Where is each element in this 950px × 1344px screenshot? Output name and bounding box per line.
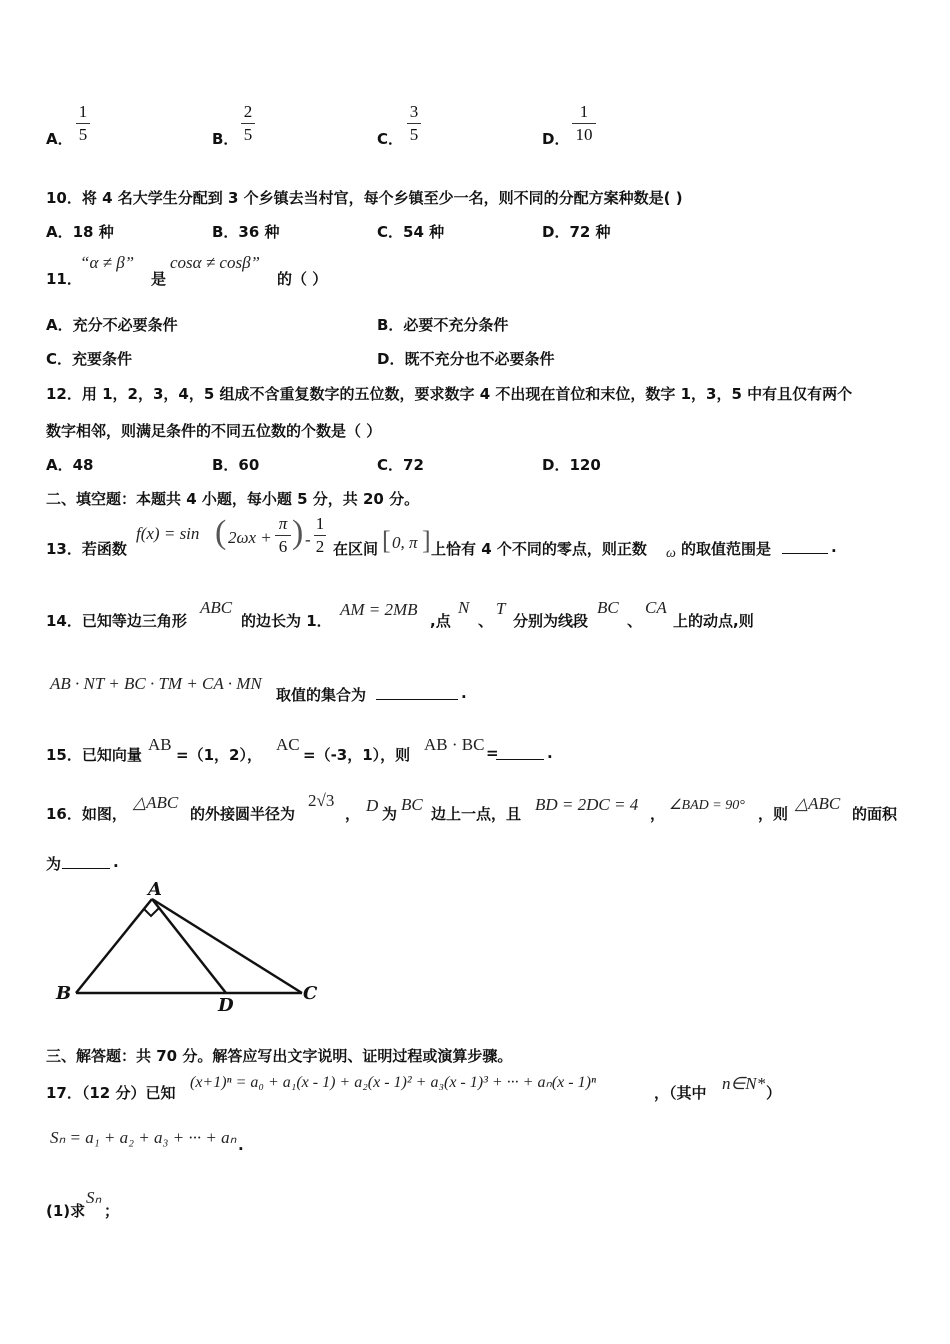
option-label: C． — [377, 130, 404, 148]
fraction-pi-6: π 6 — [275, 514, 291, 557]
q10-option-a: A．18 种 — [46, 223, 114, 241]
label-c: C — [303, 983, 318, 1004]
answer-blank[interactable] — [496, 759, 544, 760]
q10-option-c: C．54 种 — [377, 223, 445, 241]
q11-option-c: C．充要条件 — [46, 350, 133, 368]
q11-option-d: D．既不充分也不必要条件 — [377, 350, 555, 368]
sum-definition: Sₙ = a₁ + a₂ + a₃ + ··· + aₙ — [50, 1128, 237, 1147]
triangle-figure — [50, 880, 330, 1015]
q10-stem: 10．将 4 名大学生分配到 3 个乡镇去当村官，每个乡镇至少一名，则不同的分配方案种数是( ) — [46, 189, 683, 207]
section-fill-in-title: 二、填空题：本题共 4 小题，每小题 5 分，共 20 分。 — [46, 490, 420, 508]
segment-relation: BD = 2DC = 4 — [535, 795, 639, 814]
vector-dot-expression: AB · NT + BC · TM + CA · MN — [50, 674, 262, 693]
q11-option-b: B．必要不充分条件 — [377, 316, 509, 334]
part1-label: (1)求 — [46, 1202, 86, 1220]
function-expression: f(x) = sin — [136, 524, 200, 543]
condition-alpha-beta: “α ≠ β” — [80, 253, 135, 272]
label-b: B — [56, 983, 72, 1004]
q12-stem-line2: 数字相邻，则满足条件的不同五位数的个数是（ ） — [46, 422, 382, 440]
q12-stem-line1: 12．用 1，2，3，4，5 组成不含重复数字的五位数，要求数字 4 不出现在首位和末位，数字 1，3，5 中有且仅有两个 — [46, 385, 853, 403]
section-solution-title: 三、解答题：共 70 分。解答应写出文字说明、证明过程或演算步骤。 — [46, 1047, 513, 1065]
condition-cos: cosα ≠ cosβ” — [170, 253, 260, 272]
q12-option-a: A．48 — [46, 456, 94, 474]
fraction: 1 10 — [572, 102, 596, 145]
binomial-expansion: (x+1)ⁿ = a₀ + a₁(x - 1) + a₂(x - 1)² + a₃(x - 1)³ + ··· + aₙ(x - 1)ⁿ — [190, 1074, 596, 1091]
side-ab — [76, 899, 152, 993]
radius-value: 2√3 — [308, 791, 335, 810]
label-d: D — [218, 995, 234, 1015]
side-ac — [152, 899, 302, 993]
q12-option-b: B．60 — [212, 456, 260, 474]
angle-relation: ∠BAD = 90° — [669, 798, 745, 813]
q12-option-c: C．72 — [377, 456, 424, 474]
answer-blank[interactable] — [376, 699, 458, 700]
option-label: D． — [542, 130, 570, 148]
q12-option-d: D．120 — [542, 456, 601, 474]
interval: 0, π — [392, 533, 418, 552]
q10-option-d: D．72 种 — [542, 223, 611, 241]
fraction: 3 5 — [407, 102, 421, 145]
paren-open: ( — [215, 514, 227, 551]
q11-option-a: A．充分不必要条件 — [46, 316, 178, 334]
fraction-half: 1 2 — [315, 514, 325, 556]
segment-ad — [152, 899, 226, 993]
right-angle-mark — [144, 908, 159, 916]
option-label: A． — [46, 130, 73, 148]
vector-relation: AM = 2MB — [340, 600, 418, 619]
paren-close: ) — [292, 514, 304, 551]
answer-blank[interactable] — [782, 553, 828, 554]
label-a: A — [148, 880, 162, 900]
dot-product: AB · BC — [424, 735, 485, 754]
option-label: B． — [212, 130, 239, 148]
fraction: 2 5 — [241, 102, 255, 145]
answer-blank[interactable] — [62, 868, 110, 869]
fraction: 1 5 — [76, 102, 90, 145]
q10-option-b: B．36 种 — [212, 223, 280, 241]
